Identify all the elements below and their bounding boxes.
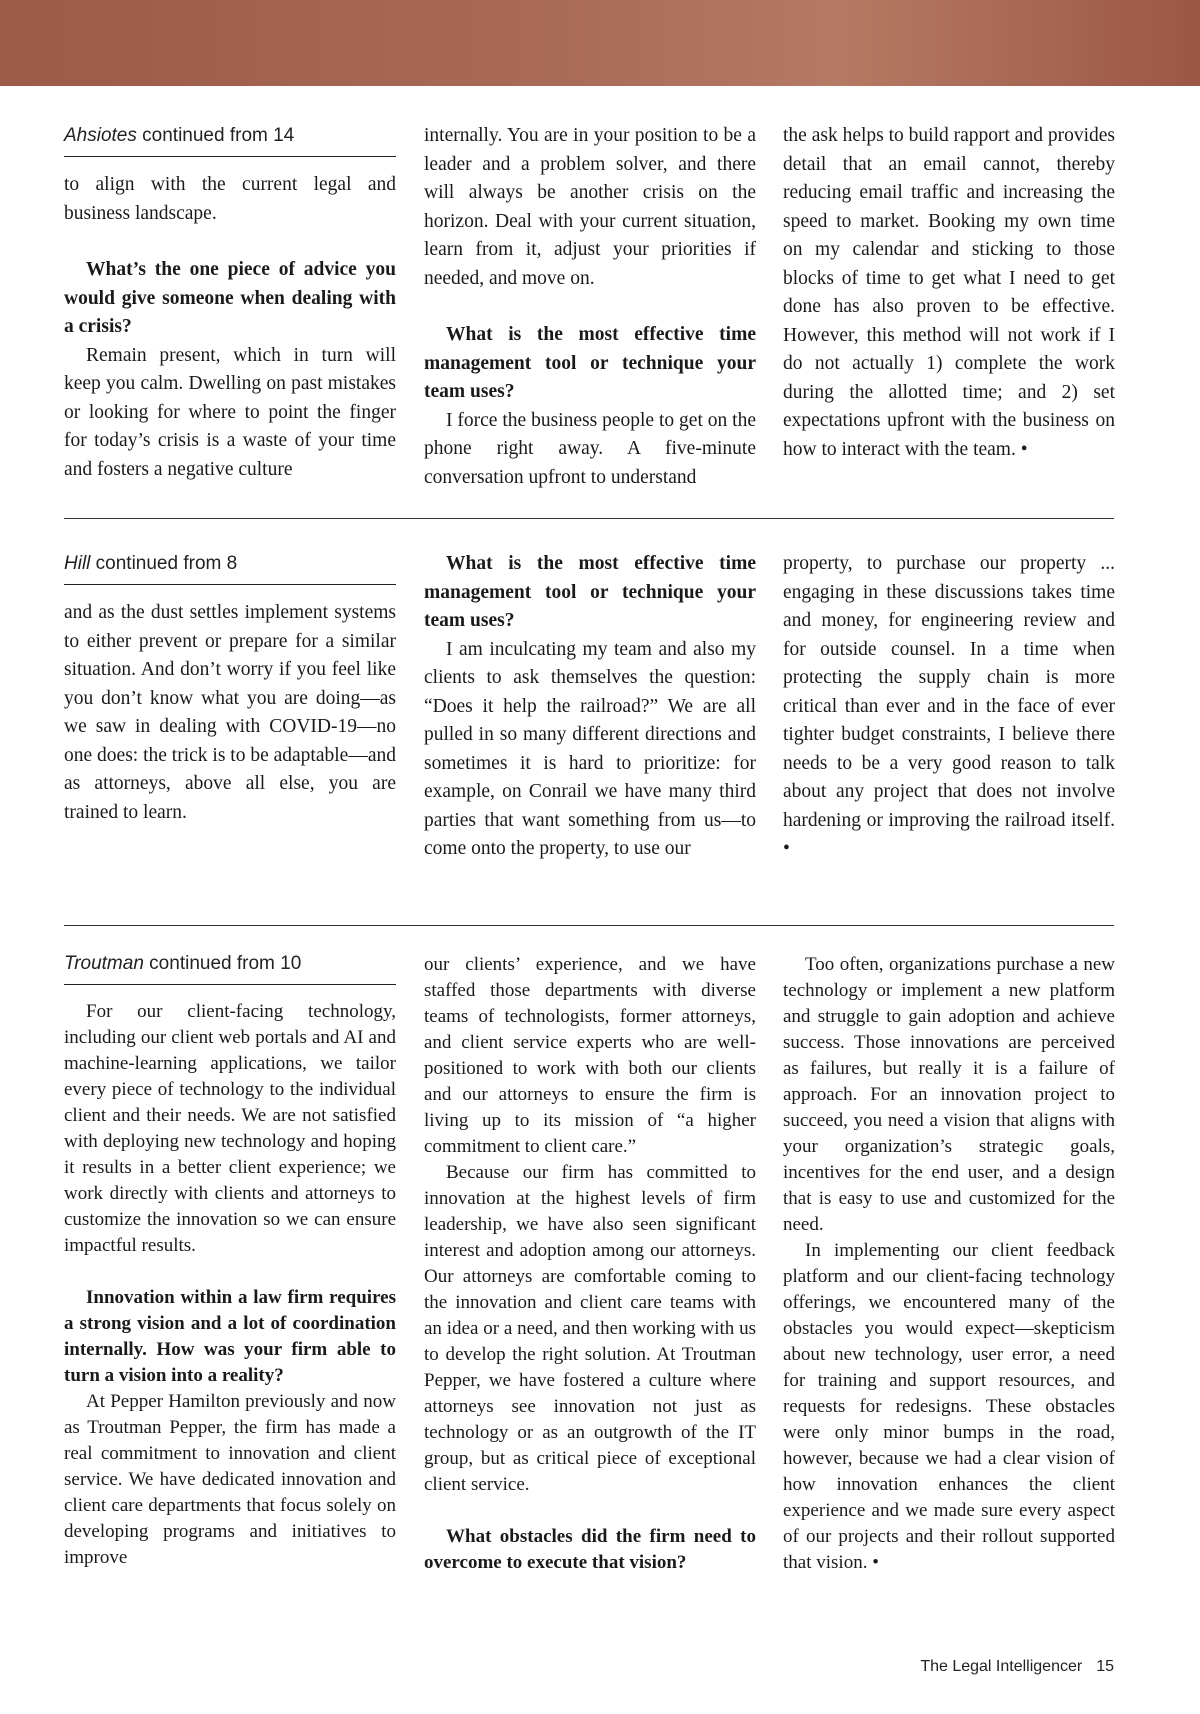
heading-continued: continued from 14 — [136, 125, 295, 146]
paragraph: For our client-facing technology, including our client web portals and AI and machine-learning applications, we tailor every piece of technology to the individual client and their needs. We are not satisfied with deploying new technology and hoping it results in a better client experience; we work directly with clients and attorneys to customize the innovation so we can ensure impactful results. — [64, 1001, 396, 1256]
paragraph: and as the dust settles implement systems to either prevent or prepare for a similar situation. And don’t worry if you feel like you don’t know what you are doing—as we saw in dealing with COVID-19—no one does: the trick is to be adaptable—and as attorneys, above all else, you are trained to learn. — [64, 602, 396, 823]
column-2 — [424, 550, 756, 864]
page-number: 15 — [1096, 1658, 1114, 1675]
header-band — [0, 0, 1200, 86]
section-divider — [64, 925, 1114, 926]
section-divider — [64, 518, 1114, 519]
paragraph: the ask helps to build rapport and provides detail that an email cannot, thereby reducing email traffic and increasing the speed to market. Booking my own time on my calendar and sticking to those blocks of time to get what I need to get done has also proven to be effective. However, this method will not work if I do not actually 1) complete the work during the allotted time; and 2) set expectations upfront with the business on how to interact with the team. • — [783, 125, 1115, 460]
paragraph: property, to purchase our property ... engaging in these discussions takes time and money, for engineering review and for outside counsel. In a time when protecting the supply chain is more critical than ever and in the face of ever tighter budget constraints, I believe there needs to be a very good reason to talk about any project that does not involve hardening or improving the railroad itself. • — [783, 553, 1115, 859]
column-1 — [64, 552, 396, 827]
column-3 — [783, 952, 1115, 1576]
paragraph: Because our firm has committed to innovation at the highest levels of firm leadership, we have also seen significant interest and adoption among our attorneys. Our attorneys are comfortable coming to the innovation and client care teams with an idea or a need, and then working with us to develop the right solution. At Troutman Pepper, we have fostered a culture where attorneys see innovation not just as technology or as an outgrowth of the IT group, but as critical piece of exceptional client service. — [424, 1162, 756, 1495]
paragraph: At Pepper Hamilton previously and now as Troutman Pepper, the firm has made a real commitment to innovation and client service. We have dedicated innovation and client care departments that focus solely on developing programs and initiatives to improve — [64, 1391, 396, 1568]
publication-name: The Legal Intelligencer — [920, 1658, 1083, 1675]
heading-name: Ahsiotes — [64, 125, 137, 146]
paragraph: I force the business people to get on the phone right away. A five-minute conversation upfront to understand — [424, 409, 756, 488]
paragraph: Too often, organizations purchase a new technology or implement a new platform and struggle to gain adoption and achieve success. Those innovations are perceived as failures, but really it is a failure of approach. For an innovation project to succeed, you need a vision that aligns with your organization’s strategic goals, incentives for the end user, and a design that is easy to use and customized for the need. — [783, 954, 1115, 1235]
question-heading: What’s the one piece of advice you would give someone when dealing with a crisis? — [64, 259, 396, 337]
paragraph: our clients’ experience, and we have staffed those departments with diverse teams of technologists, former attorneys, and client service experts who are well-positioned to work with both our clients and our attorneys to ensure the firm is living up to its mission of “a higher commitment to client care.” — [424, 954, 756, 1157]
continuation-heading — [64, 952, 396, 985]
paragraph: Remain present, which in turn will keep you calm. Dwelling on past mistakes or looking for where to point the finger for today’s crisis is a waste of your time and fosters a negative culture — [64, 344, 396, 480]
question-heading: What obstacles did the firm need to overcome to execute that vision? — [424, 1526, 756, 1573]
paragraph: to align with the current legal and business landscape. — [64, 174, 396, 224]
continuation-heading — [64, 552, 396, 585]
column-1 — [64, 124, 396, 484]
paragraph: In implementing our client feedback platform and our client-facing technology offerings, we encountered many of the obstacles you would expect—skepticism about new technology, user error, a need for training and support resources, and requests for redesigns. These obstacles were only minor bumps in the road, however, because we had a clear vision of how innovation enhances the client experience and we made sure every aspect of our projects and their rollout supported that vision. • — [783, 1240, 1115, 1573]
paragraph: internally. You are in your position to be a leader and a problem solver, and there will always be another crisis on the horizon. Deal with your current situation, learn from it, adjust your priorities if needed, and move on. — [424, 125, 756, 289]
paragraph: I am inculcating my team and also my clients to ask themselves the question: “Does it help the railroad?” We are all pulled in so many different directions and sometimes it is hard to prioritize: for example, on Conrail we have many third parties that want something from us—to come onto the property, to use our — [424, 638, 756, 859]
heading-name: Troutman — [64, 953, 144, 974]
column-2 — [424, 122, 756, 492]
heading-continued: continued from 8 — [90, 553, 238, 574]
column-3 — [783, 550, 1115, 864]
heading-name: Hill — [64, 553, 91, 574]
column-3 — [783, 122, 1115, 464]
question-heading: Innovation within a law firm requires a strong vision and a lot of coordination internally. How was your firm able to turn a vision into a reality? — [64, 1287, 396, 1386]
continuation-heading — [64, 124, 396, 157]
column-2 — [424, 952, 756, 1576]
column-1 — [64, 952, 396, 1571]
heading-continued: continued from 10 — [143, 953, 302, 974]
question-heading: What is the most effective time management tool or technique your team uses? — [424, 553, 756, 631]
page-footer — [920, 1658, 1114, 1676]
question-heading: What is the most effective time management tool or technique your team uses? — [424, 324, 756, 402]
